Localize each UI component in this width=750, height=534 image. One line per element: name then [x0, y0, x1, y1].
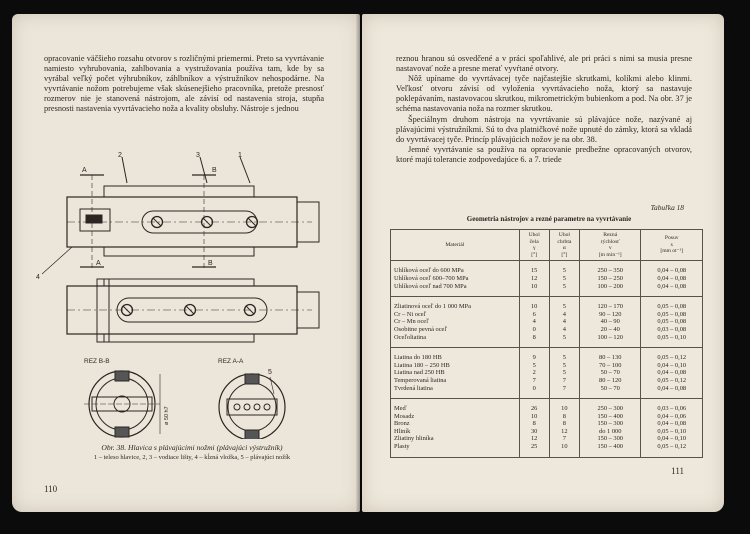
table-value: 0,04 – 0,08 — [657, 369, 687, 377]
table-value: 0,04 – 0,08 — [657, 267, 687, 275]
label-2: 2 — [118, 152, 122, 159]
table-row-group — [391, 399, 703, 458]
table-value: 12 — [561, 427, 568, 435]
table-value: 8 — [562, 420, 566, 428]
table-label: Tabuľka 18 — [650, 203, 684, 212]
table-value: 5 — [562, 361, 566, 369]
table-value: 0,04 – 0,08 — [657, 274, 687, 282]
label-1: 1 — [238, 152, 242, 159]
table-value: 250 – 350 — [597, 267, 623, 275]
table-row-group — [391, 261, 703, 297]
table-value: 2 — [532, 369, 536, 377]
table-value: Liatina 180 – 250 HB — [394, 361, 450, 369]
table-value: 0,03 – 0,08 — [657, 325, 687, 333]
label-a-bottom: A — [96, 260, 101, 267]
right-paragraph-4: Jemné vyvrtávanie sa používa na opracovanie predbežne opracovaných otvorov, ktoré majú tolerancie zodpovedajúce 6. a 7. triede — [396, 144, 692, 164]
table-value: 0,05 – 0,12 — [657, 443, 687, 451]
left-paragraph-text: opracovanie väčšieho rozsahu otvorov s rozličnými priemermi. Preto sa vyvrtávanie namiesto vyhrubovania, zahlbovania a vystružovania používa tam, kde by sa vyrábal veľký počet výhrubníkov, záhlbníkov a výstružníkov nehospodárne. Na vyvrtávanie nožom potrebujeme však skúsenejšieho pracovníka, pretože presnosť rozmerov nie je stanovená nástrojom, ale závisí od nastavenia stroja, stupňa presnosti nastavenia vyvrtávacieho noža a kvality obsluhy. Nástroje s jednou — [44, 54, 324, 114]
table-cell-rake — [519, 261, 549, 297]
table-value: 0,04 – 0,10 — [657, 361, 687, 369]
table-value: 4 — [562, 325, 566, 333]
table-value: 10 — [530, 282, 538, 290]
table-value: 10 — [530, 412, 538, 420]
table-value: 0,05 – 0,10 — [657, 427, 687, 435]
table-value: Liatina do 180 HB — [394, 354, 442, 362]
table-value: 0,05 – 0,12 — [657, 354, 687, 362]
table-cell-speed — [579, 261, 641, 297]
table-value: 7 — [562, 435, 566, 443]
table-value: 5 — [532, 361, 536, 369]
label-a-top: A — [82, 167, 87, 174]
table-value: 26 — [530, 405, 538, 413]
page-number-left: 110 — [44, 484, 58, 494]
table-value: 25 — [530, 443, 538, 451]
table-value: 5 — [562, 354, 566, 362]
table-value: 5 — [562, 369, 566, 377]
parameters-table — [390, 229, 703, 458]
table-value: 80 – 130 — [599, 354, 622, 362]
table-value: Temperovaná liatina — [394, 376, 447, 384]
dimension-label: ø 50 h7 — [164, 406, 170, 425]
left-page — [12, 14, 360, 512]
table-cell-materials — [391, 297, 520, 348]
table-value: 50 – 70 — [600, 384, 620, 392]
table-cell-materials — [391, 348, 520, 399]
table-value: 8 — [562, 412, 566, 420]
right-page — [362, 14, 724, 512]
right-paragraph-2: Nôž upíname do vyvrtávacej tyče najčastejšie skrutkami, kolíkmi alebo klinmi. Veľkosť otvoru závisí od vyloženia vyvrtávacieho noža, ktorý sa nastavuje poklepávaním, nastavovacou skrutkou, mikrometrickým bubienkom a pod. Na obr. 37 je schéma nastavovania noža na rozmer skrutkou. — [396, 74, 692, 114]
table-value: 4 — [532, 318, 536, 326]
table-cell-materials — [391, 399, 520, 458]
table-value: 20 – 40 — [600, 325, 620, 333]
table-row-group — [391, 297, 703, 348]
table-value: Bronz — [394, 420, 410, 428]
table-value: 100 – 200 — [597, 282, 623, 290]
table-cell-clearance — [549, 399, 579, 458]
table-cell-materials — [391, 261, 520, 297]
boring-head-figure — [12, 149, 360, 439]
table-cell-clearance — [549, 261, 579, 297]
table-cell-speed — [579, 297, 641, 348]
table-value: 0,04 – 0,08 — [657, 420, 687, 428]
table-value: 150 – 300 — [597, 435, 623, 443]
table-value: 5 — [562, 333, 566, 341]
right-paragraph-3: Špeciálnym druhom nástroja na vyvrtávanie sú plávajúce nože, nazývané aj plávajúcimi výstružníkmi. Sú to dva platničkové nože upnuté do zámky, ktorá sa vkladá do vyvrtávacej tyče. Princíp plávajúcich nožov je na obr. 38. — [396, 114, 692, 144]
table-value: 80 – 120 — [599, 376, 622, 384]
table-value: 0 — [532, 384, 536, 392]
table-value: 0,05 – 0,08 — [657, 318, 687, 326]
table-value: 5 — [562, 282, 566, 290]
table-value: 0,04 – 0,08 — [657, 384, 687, 392]
table-value: 150 – 400 — [597, 443, 623, 451]
header-clearance: Uhol chrbta α [°] — [549, 230, 579, 261]
header-feed: Posuv s [mm ot⁻¹] — [641, 230, 703, 261]
table-value: 0,05 – 0,08 — [657, 310, 687, 318]
table-value: Liatina nad 250 HB — [394, 369, 445, 377]
table-cell-feed — [641, 261, 703, 297]
header-rake: Uhol čela γ [°] — [519, 230, 549, 261]
table-value: 10 — [561, 405, 568, 413]
label-b-top: B — [212, 167, 217, 174]
table-value: Mosadz — [394, 412, 415, 420]
table-value: do 1 000 — [599, 427, 622, 435]
label-3: 3 — [196, 152, 200, 159]
table-value: 30 — [530, 427, 538, 435]
table-value: 5 — [562, 303, 566, 311]
table-value: 7 — [562, 384, 566, 392]
table-cell-clearance — [549, 348, 579, 399]
table-value: 0,04 – 0,06 — [657, 412, 687, 420]
table-value: 10 — [530, 303, 538, 311]
table-value: 5 — [562, 274, 566, 282]
table-value: 150 – 400 — [597, 412, 623, 420]
table-value: Cr – Mn oceľ — [394, 318, 429, 326]
table-value: 15 — [530, 267, 538, 275]
table-value: Uhlíková oceľ nad 700 MPa — [394, 282, 467, 290]
caption-legend: 1 – teleso hlavice, 2, 3 – vodiace lišty, 4 – kĺzná vložka, 5 – plávajúci nožík — [93, 453, 291, 461]
table-cell-feed — [641, 297, 703, 348]
table-value: Oceľoliatina — [394, 333, 427, 341]
table-value: 70 – 100 — [599, 361, 622, 369]
table-row-group — [391, 348, 703, 399]
table-header-row — [391, 230, 703, 261]
table-cell-feed — [641, 399, 703, 458]
label-5: 5 — [268, 369, 272, 376]
section-bb-label: REZ B-B — [84, 358, 110, 365]
table-title: Geometria nástrojov a rezné parametre na vyvrtávanie — [466, 215, 632, 223]
table-value: 40 – 90 — [600, 318, 620, 326]
table-value: Meď — [394, 405, 407, 413]
table-value: Plasty — [394, 443, 410, 451]
table-value: 0,05 – 0,12 — [657, 376, 687, 384]
table-value: Uhlíková oceľ 600–700 MPa — [394, 274, 469, 282]
table-value: 12 — [530, 274, 538, 282]
table-value: 90 – 120 — [599, 310, 622, 318]
table-cell-feed — [641, 348, 703, 399]
table-value: 100 – 120 — [597, 333, 623, 341]
table-value: 8 — [532, 333, 536, 341]
label-4: 4 — [36, 274, 40, 281]
table-value: 0,05 – 0,08 — [657, 303, 687, 311]
table-value: 9 — [532, 354, 536, 362]
table-cell-clearance — [549, 297, 579, 348]
table-value: 4 — [562, 318, 566, 326]
figure-caption — [42, 443, 342, 462]
label-b-bottom: B — [208, 260, 213, 267]
caption-title: Obr. 38. Hlavica s plávajúcimi nožmi (plávajúci výstružník) — [101, 443, 283, 452]
header-speed: Rezná rýchlosť v [m min⁻¹] — [579, 230, 641, 261]
table-value: 150 – 300 — [597, 420, 623, 428]
table-value: 6 — [532, 310, 536, 318]
table-value: Hliník — [394, 427, 411, 435]
table-value: Osobitne pevná oceľ — [394, 325, 447, 333]
table-value: 0,04 – 0,10 — [657, 435, 687, 443]
table-value: 4 — [562, 310, 566, 318]
table-cell-rake — [519, 399, 549, 458]
table-value: Zliatiny hliníka — [394, 435, 434, 443]
table-value: Cr – Ni oceľ — [394, 310, 427, 318]
table-value: 0,05 – 0,10 — [657, 333, 687, 341]
table-cell-rake — [519, 297, 549, 348]
page-number-right: 111 — [671, 466, 684, 476]
table-value: Uhlíková oceľ do 600 MPa — [394, 267, 464, 275]
table-value: 8 — [532, 420, 536, 428]
table-value: 7 — [532, 376, 536, 384]
table-value: 250 – 300 — [597, 405, 623, 413]
table-body — [391, 261, 703, 457]
table-cell-speed — [579, 348, 641, 399]
section-aa-label: REZ A-A — [218, 358, 244, 365]
table-value: 12 — [530, 435, 538, 443]
table-value: 150 – 250 — [597, 274, 623, 282]
table-cell-speed — [579, 399, 641, 458]
table-value: 7 — [562, 376, 566, 384]
table-value: 120 – 170 — [597, 303, 623, 311]
table-value: Zliatinová oceľ do 1 000 MPa — [394, 303, 471, 311]
table-value: 0,04 – 0,08 — [657, 282, 687, 290]
table-value: 50 – 70 — [600, 369, 620, 377]
table-cell-rake — [519, 348, 549, 399]
table-value: Tvrdená liatina — [394, 384, 433, 392]
table-value: 5 — [562, 267, 566, 275]
table-value: 0,03 – 0,06 — [657, 405, 687, 413]
right-paragraph-1: reznou hranou sú osvedčené a v práci spoľahlivé, ale pri práci s nimi sa musia presne nastavovať nože a presne merať vyvŕtané otvory. — [396, 54, 692, 74]
right-page-text — [396, 54, 692, 165]
left-page-paragraph — [44, 54, 324, 115]
table-value: 10 — [561, 443, 568, 451]
table-value: 0 — [532, 325, 536, 333]
header-material: Materiál — [391, 230, 520, 261]
